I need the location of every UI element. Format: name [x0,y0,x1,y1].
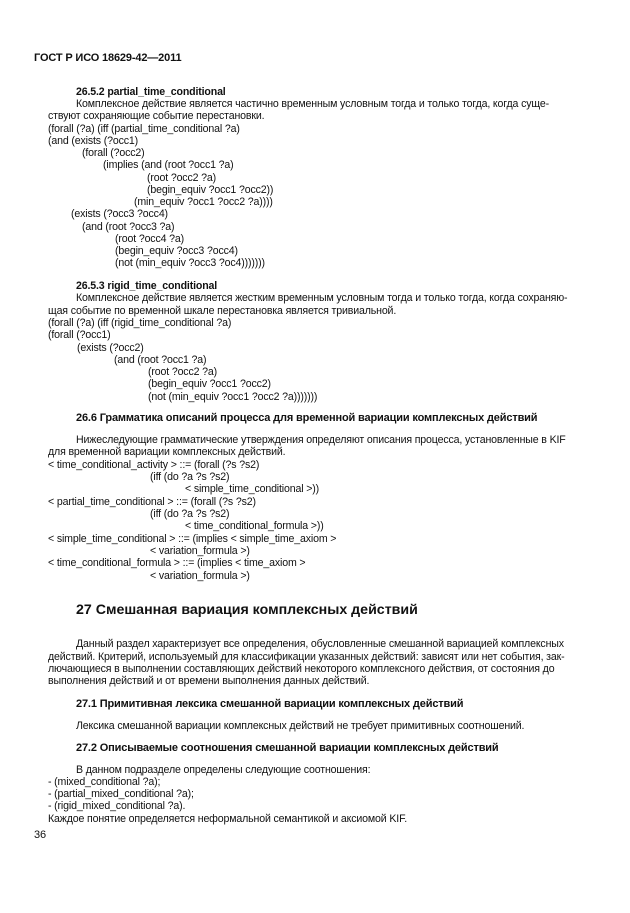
text-line: Комплексное действие является частично временным условным тогда и только тогда, когда суще- [76,98,549,110]
text-line: щая событие по временной шкале перестановка является тривиальной. [48,305,397,317]
text-line: (exists (?occ2) [77,342,144,354]
text-line: (iff (do ?a ?s ?s2) [150,471,230,483]
text-line: < time_conditional_formula > ::= (implies < time_axiom > [48,557,306,569]
text-line: (and (root ?occ1 ?a) [114,354,207,366]
page-number: 36 [34,829,46,841]
text-line: лючающиеся в выполнении составляющих действий некоторого комплексного действия, от состояния до [48,663,555,675]
text-line: < variation_formula >) [150,570,250,582]
text-line: Нижеследующие грамматические утверждения определяют описания процесса, установленные в KIF [76,434,566,446]
text-line: (iff (do ?a ?s ?s2) [150,508,230,520]
section-heading: 27.1 Примитивная лексика смешанной вариации комплексных действий [76,698,464,710]
text-line: действий. Критерий, используемый для классификации указанных действий: зависят или нет события, зак- [48,651,565,663]
text-line: (and (root ?occ3 ?a) [82,221,175,233]
text-line: Данный раздел характеризует все определения, обусловленные смешанной вариацией комплексных [76,638,564,650]
section-heading: 27.2 Описываемые соотношения смешанной вариации комплексных действий [76,742,499,754]
text-line: (begin_equiv ?occ1 ?occ2) [148,378,271,390]
text-line: < simple_time_conditional >)) [185,483,320,495]
document-header-id: ГОСТ Р ИСО 18629-42—2011 [34,52,182,64]
text-line: (forall (?a) (iff (partial_time_conditional ?a) [48,123,240,135]
text-line: (forall (?a) (iff (rigid_time_conditional ?a) [48,317,232,329]
subsection-heading: 26.5.3 rigid_time_conditional [76,280,218,292]
text-line: Лексика смешанной вариации комплексных действий не требует примитивных соотношений. [76,720,525,732]
text-line: (exists (?occ3 ?occ4) [71,208,168,220]
text-line: В данном подразделе определены следующие соотношения: [76,764,371,776]
text-line: (min_equiv ?occ1 ?occ2 ?a)))) [134,196,273,208]
text-line: (begin_equiv ?occ3 ?occ4) [115,245,238,257]
text-line: < partial_time_conditional > ::= (forall (?s ?s2) [48,496,256,508]
text-line: (root ?occ2 ?a) [147,172,216,184]
section-heading: 26.6 Грамматика описаний процесса для временной вариации комплексных действий [76,412,538,424]
chapter-heading: 27 Смешанная вариация комплексных действий [76,602,418,618]
text-line: < time_conditional_activity > ::= (forall (?s ?s2) [48,459,260,471]
text-line: (begin_equiv ?occ1 ?occ2)) [147,184,274,196]
text-line: < variation_formula >) [150,545,250,557]
text-line: Комплексное действие является жестким временным условным тогда и только тогда, когда сохраняю- [76,292,568,304]
text-line: (not (min_equiv ?occ1 ?occ2 ?a))))))) [148,391,318,403]
text-line: для временной вариации комплексных действий. [48,446,286,458]
text-line: < simple_time_conditional > ::= (implies < simple_time_axiom > [48,533,337,545]
text-line: - (partial_mixed_conditional ?a); [48,788,194,800]
text-line: выполнения действий и от времени выполнения данных действий. [48,675,370,687]
text-line: ствуют сохраняющие событие перестановки. [48,110,265,122]
text-line: (and (exists (?occ1) [48,135,139,147]
text-line: (root ?occ2 ?a) [148,366,217,378]
text-line: (forall (?occ2) [82,147,145,159]
text-line: Каждое понятие определяется неформальной семантикой и аксиомой KIF. [48,813,408,825]
text-line: (root ?occ4 ?a) [115,233,184,245]
text-line: (forall (?occ1) [48,329,111,341]
text-line: - (rigid_mixed_conditional ?a). [48,800,186,812]
text-line: < time_conditional_formula >)) [185,520,324,532]
text-line: (not (min_equiv ?occ3 ?oc4))))))) [115,257,265,269]
text-line: - (mixed_conditional ?a); [48,776,161,788]
subsection-heading: 26.5.2 partial_time_conditional [76,86,226,98]
text-line: (implies (and (root ?occ1 ?a) [103,159,234,171]
